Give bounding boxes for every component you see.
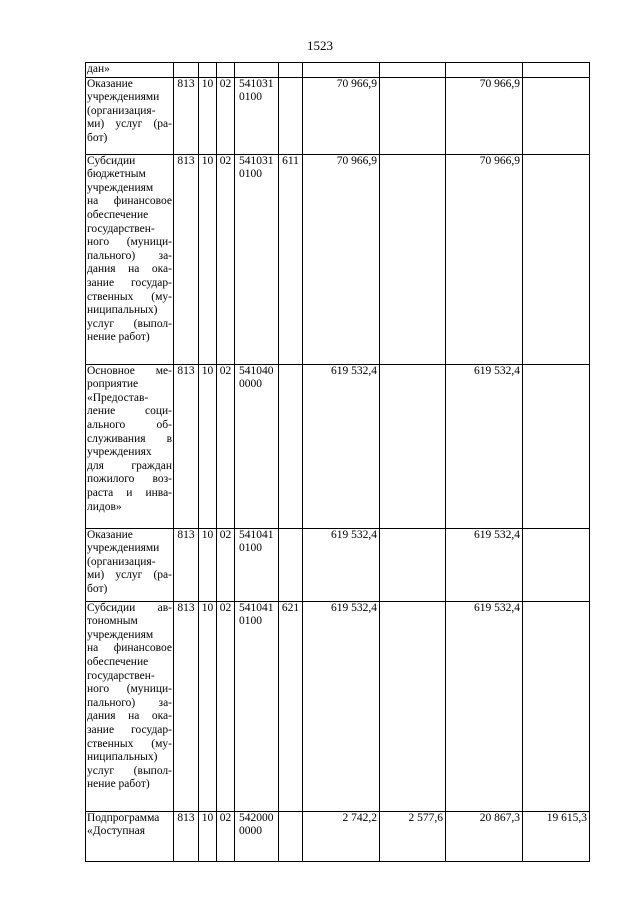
amount-col-1: 70 966,9 xyxy=(303,77,380,154)
section-code: 10 xyxy=(199,601,217,811)
row-name-line: ми) услуг (ра- xyxy=(87,118,172,131)
row-name-line: на финансовое xyxy=(87,195,172,208)
row-name-line: учреждениям xyxy=(87,181,154,194)
row-name-line: Оказание xyxy=(87,528,133,541)
row-name-line: ального об- xyxy=(87,418,172,431)
target-code-line: 0000 xyxy=(239,378,262,391)
target-code-line: 541040 xyxy=(239,364,274,377)
row-name-line: зание государ- xyxy=(87,723,172,736)
amount-col-3 xyxy=(446,63,523,78)
subsection-code: 02 xyxy=(217,154,235,364)
ministry-code: 813 xyxy=(174,811,199,861)
row-name-line: нение работ) xyxy=(87,331,150,344)
ministry-code: 813 xyxy=(174,77,199,154)
row-name-line: учреждениях xyxy=(87,446,152,459)
row-name-line: (организация- xyxy=(87,104,156,117)
amount-col-2: 2 577,6 xyxy=(380,811,446,861)
amount-col-4 xyxy=(523,77,590,154)
expense-type-code xyxy=(279,77,303,154)
row-name-line: бот) xyxy=(87,131,108,144)
ministry-code: 813 xyxy=(174,154,199,364)
target-code-line: 542000 xyxy=(239,811,274,824)
amount-col-4 xyxy=(523,154,590,364)
row-name-line: Субсидии ав- xyxy=(87,601,172,614)
table-row xyxy=(86,811,590,861)
amount-col-2 xyxy=(380,364,446,528)
subsection-code xyxy=(217,63,235,78)
expense-type-code xyxy=(279,63,303,78)
row-name-line: ми) услуг (ра- xyxy=(87,569,172,582)
row-name-line: раста и инва- xyxy=(87,486,172,499)
amount-col-1: 619 532,4 xyxy=(303,364,380,528)
target-code-line: 0100 xyxy=(239,615,262,628)
section-code: 10 xyxy=(199,528,217,601)
target-code-line: 541041 xyxy=(239,601,274,614)
amount-col-4 xyxy=(523,63,590,78)
amount-col-4 xyxy=(523,364,590,528)
table-row xyxy=(86,601,590,811)
target-article-code xyxy=(235,811,279,861)
row-name-line: обеспечение xyxy=(87,655,149,668)
subsection-code: 02 xyxy=(217,601,235,811)
row-name-line: пожилого воз- xyxy=(87,473,172,486)
row-name-line: учреждениям xyxy=(87,628,154,641)
row-name xyxy=(86,154,174,364)
row-name-line: лидов» xyxy=(87,500,122,513)
table-row xyxy=(86,63,590,78)
row-name xyxy=(86,601,174,811)
subsection-code: 02 xyxy=(217,528,235,601)
row-name-line: (организация- xyxy=(87,555,156,568)
amount-col-3: 619 532,4 xyxy=(446,528,523,601)
expense-type-code: 621 xyxy=(279,601,303,811)
target-article-code xyxy=(235,154,279,364)
expense-type-code: 611 xyxy=(279,154,303,364)
amount-col-4 xyxy=(523,601,590,811)
row-name-line: дания на ока- xyxy=(87,263,172,276)
row-name-line: ного (муници- xyxy=(87,683,172,696)
amount-col-1: 619 532,4 xyxy=(303,528,380,601)
row-name xyxy=(86,528,174,601)
amount-col-2 xyxy=(380,601,446,811)
amount-col-3: 619 532,4 xyxy=(446,364,523,528)
ministry-code: 813 xyxy=(174,528,199,601)
row-name-line: учреждениями xyxy=(87,542,160,555)
row-name-line: пального) за- xyxy=(87,696,172,709)
row-name-line: Подпрограмма xyxy=(87,811,160,824)
row-name xyxy=(86,364,174,528)
amount-col-2 xyxy=(380,154,446,364)
amount-col-4: 19 615,3 xyxy=(523,811,590,861)
row-name-line: бот) xyxy=(87,582,108,595)
subsection-code: 02 xyxy=(217,364,235,528)
target-code-line: 0000 xyxy=(239,825,262,838)
amount-col-3: 20 867,3 xyxy=(446,811,523,861)
row-name-line: ственных (му- xyxy=(87,737,172,750)
subsection-code: 02 xyxy=(217,811,235,861)
row-name-line: на финансовое xyxy=(87,642,172,655)
section-code: 10 xyxy=(199,77,217,154)
budget-table xyxy=(85,62,590,862)
row-name-line: услуг (выпол- xyxy=(87,764,172,777)
row-name-line: учреждениями xyxy=(87,91,160,104)
row-name-line: Основное ме- xyxy=(87,364,172,377)
table-row xyxy=(86,364,590,528)
ministry-code: 813 xyxy=(174,601,199,811)
target-article-code xyxy=(235,528,279,601)
ministry-code: 813 xyxy=(174,364,199,528)
target-code-line: 0100 xyxy=(239,542,262,555)
amount-col-3: 70 966,9 xyxy=(446,154,523,364)
row-name-line: Оказание xyxy=(87,77,133,90)
row-name-line: дания на ока- xyxy=(87,710,172,723)
target-article-code xyxy=(235,364,279,528)
row-name-line: служивания в xyxy=(87,432,172,445)
expense-type-code xyxy=(279,528,303,601)
section-code: 10 xyxy=(199,811,217,861)
amount-col-3: 619 532,4 xyxy=(446,601,523,811)
target-article-code xyxy=(235,63,279,78)
row-name-line: для граждан xyxy=(87,459,172,472)
target-code-line: 541031 xyxy=(239,77,274,90)
row-name-line: обеспечение xyxy=(87,208,149,221)
row-name-line: зание государ- xyxy=(87,276,172,289)
target-article-code xyxy=(235,601,279,811)
expense-type-code xyxy=(279,811,303,861)
row-name-line: нение работ) xyxy=(87,778,150,791)
section-code: 10 xyxy=(199,364,217,528)
row-name-line: тономным xyxy=(87,615,138,628)
amount-col-1: 70 966,9 xyxy=(303,154,380,364)
page-number: 1523 xyxy=(307,38,333,53)
row-name-line: государствен- xyxy=(87,222,155,235)
section-code: 10 xyxy=(199,154,217,364)
row-name-line: ление соци- xyxy=(87,405,172,418)
row-name-line: роприятие xyxy=(87,378,139,391)
row-name-line: пального) за- xyxy=(87,249,172,262)
expense-type-code xyxy=(279,364,303,528)
amount-col-2 xyxy=(380,63,446,78)
amount-col-1: 2 742,2 xyxy=(303,811,380,861)
amount-col-1 xyxy=(303,63,380,78)
target-article-code xyxy=(235,77,279,154)
row-name xyxy=(86,811,174,861)
target-code-line: 541041 xyxy=(239,528,274,541)
amount-col-2 xyxy=(380,77,446,154)
row-name-line: услуг (выпол- xyxy=(87,317,172,330)
table-row xyxy=(86,154,590,364)
amount-col-1: 619 532,4 xyxy=(303,601,380,811)
target-code-line: 0100 xyxy=(239,168,262,181)
target-code-line: 541031 xyxy=(239,154,274,167)
row-name-line: дан» xyxy=(87,63,110,75)
row-name-line: ниципальных) xyxy=(87,304,158,317)
target-code-line: 0100 xyxy=(239,91,262,104)
row-name xyxy=(86,63,174,78)
amount-col-2 xyxy=(380,528,446,601)
row-name-line: ного (муници- xyxy=(87,236,172,249)
section-code xyxy=(199,63,217,78)
ministry-code xyxy=(174,63,199,78)
amount-col-4 xyxy=(523,528,590,601)
table-row xyxy=(86,77,590,154)
row-name-line: бюджетным xyxy=(87,168,146,181)
subsection-code: 02 xyxy=(217,77,235,154)
row-name-line: ниципальных) xyxy=(87,751,158,764)
row-name-line: Субсидии xyxy=(87,154,136,167)
row-name-line: «Предостав- xyxy=(87,391,149,404)
row-name xyxy=(86,77,174,154)
table-row xyxy=(86,528,590,601)
row-name-line: ственных (му- xyxy=(87,290,172,303)
row-name-line: «Доступная xyxy=(87,825,146,838)
row-name-line: государствен- xyxy=(87,669,155,682)
amount-col-3: 70 966,9 xyxy=(446,77,523,154)
